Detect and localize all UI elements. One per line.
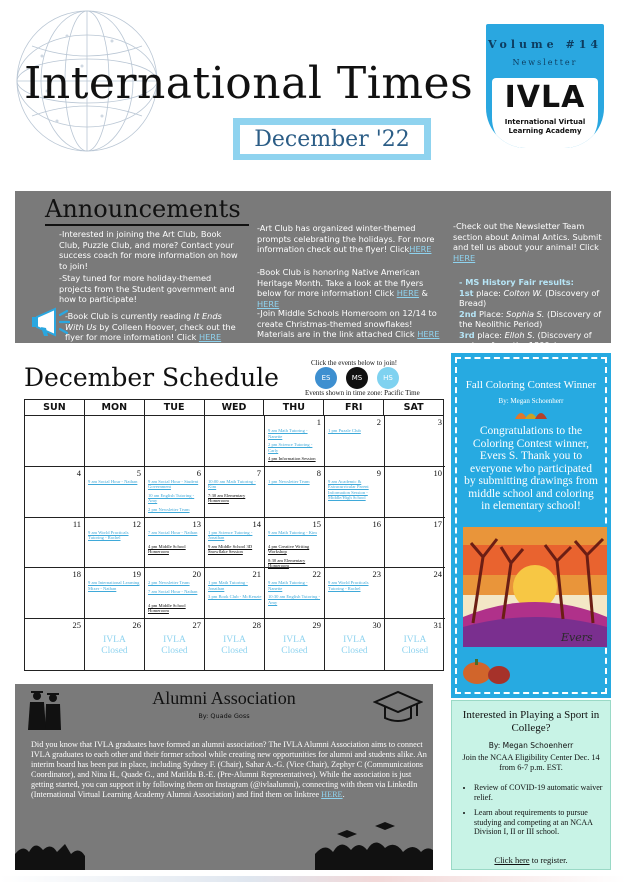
calendar-day-14 <box>205 518 265 569</box>
day-number: 30 <box>372 620 381 631</box>
day-number: 5 <box>136 467 141 478</box>
day-number: 14 <box>252 518 261 529</box>
day-number: 31 <box>433 620 442 631</box>
calendar-day-12 <box>85 518 145 569</box>
calendar-cells <box>25 416 443 670</box>
calendar-day-7 <box>205 467 265 518</box>
day-number: 24 <box>433 569 442 580</box>
calendar-event-link[interactable]: 2 pm Newsletter Team <box>148 506 190 512</box>
ms-calendar-button[interactable]: MS <box>346 367 368 389</box>
day-number: 27 <box>192 620 201 631</box>
day-number: 16 <box>372 518 381 529</box>
winning-drawing-image <box>463 527 607 647</box>
weekday-label: WED <box>205 400 265 415</box>
day-number: 12 <box>132 518 141 529</box>
art-club-link[interactable]: HERE <box>409 244 432 254</box>
calendar-event-link[interactable]: 9 am Math Tutoring - Nanette <box>268 428 308 439</box>
announcement-clubs: -Interested in joining the Art Club, Book Club, Puzzle Club, and more? Contact your success coach for more information on how to join! <box>59 229 238 271</box>
heritage-flyer-link-1[interactable]: HERE <box>396 288 419 298</box>
coloring-contest-panel <box>451 353 611 698</box>
day-number: 21 <box>252 569 261 580</box>
calendar-day-20 <box>145 568 205 619</box>
snowflakes-link[interactable]: HERE <box>417 329 440 339</box>
calendar-event-link[interactable]: 8:30 am Elementary Homeroom <box>268 557 306 569</box>
weekday-label: TUE <box>145 400 205 415</box>
announcement-holiday-projects: -Stay tuned for more holiday-themed projects from the Student government and how to participate! <box>59 273 235 304</box>
weekday-label: THU <box>264 400 324 415</box>
day-number: 1 <box>316 417 321 427</box>
calendar-day-1 <box>265 416 325 467</box>
calendar-event-link[interactable]: 10:30 am English Tutoring - Amy <box>268 594 321 605</box>
sport-bullets <box>474 783 604 843</box>
closed-label: IVLA Closed <box>161 635 188 657</box>
bottom-decoration <box>0 876 626 882</box>
heritage-flyer-link-2[interactable]: HERE <box>257 298 280 309</box>
december-calendar <box>15 353 443 678</box>
calendar-event-link[interactable]: 9 am Math Tutoring - Nanette <box>268 580 308 591</box>
calendar-event-link[interactable]: 4 pm Creative Writing Workshop <box>268 543 310 555</box>
announcement-snowflakes: -Join Middle Schools Homeroom on 12/14 to create Christmas-themed snowflakes! Materials are in the link attached Click HERE <box>257 308 440 339</box>
day-number: 29 <box>312 620 321 631</box>
calendar-event-link[interactable]: 4 pm Middle School Homeroom <box>148 543 186 555</box>
day-number: 6 <box>196 467 201 478</box>
calendar-event-link[interactable]: 7 am Social Hour - Nathan <box>148 529 198 535</box>
announcements-panel <box>15 191 611 350</box>
calendar-event-link[interactable]: 1 pm Science Tutoring - Jonathan <box>208 529 253 541</box>
announcement-book-club-heritage: -Book Club is honoring Native American Heritage Month. Take a look at the flyers below for more information! Click HERE & HERE <box>257 267 428 309</box>
calendar-day-9 <box>325 467 385 518</box>
calendar-title: December Schedule <box>24 363 279 392</box>
calendar-click-note: Click the events below to join! <box>311 359 398 367</box>
calendar-day-16 <box>325 518 385 569</box>
animal-antics-link[interactable]: HERE <box>453 252 476 263</box>
calendar-day-4 <box>25 467 85 518</box>
sport-intro: Join the NCAA Eligibility Center Dec. 14 from 6-7 p.m. EST. <box>462 753 600 772</box>
weekday-header <box>25 400 443 416</box>
contest-message: Congratulations to the Coloring Contest winner, Evers S. Thank you to everyone who participated by submitting drawings from middle school and coloring in elementary school! <box>464 425 598 512</box>
es-calendar-button[interactable]: ES <box>315 367 337 389</box>
alumni-byline: By: Quade Goss <box>198 712 250 720</box>
hs-calendar-button[interactable]: HS <box>377 367 399 389</box>
college-sport-panel <box>451 700 611 870</box>
day-number: 10 <box>433 467 442 478</box>
calendar-day-29 <box>265 619 325 670</box>
alumni-body: Did you know that IVLA graduates have formed an alumni association? The IVLA Alumni Association aims to connect IVLA graduates to each other and their former school while creating new opportunities for alumni and students alike. An interim board has been put in place, including Sydney F. (Chair), Sahar A.-G. (Vice Chair), Zephyr C (Communications Coordinator), and Nina H., Quade G., and Matilda B.-E. (Pre-Alumni Representatives). While the association is just getting started, you can support it by following them on Instagram (@ivlaalumni), connecting with them via LinkedIn (International Virtual Learning Academy Alumni Association) and find them on linktree HERE. <box>31 740 427 799</box>
closed-label: IVLA Closed <box>281 635 308 657</box>
linktree-link[interactable]: HERE <box>321 790 343 799</box>
day-number: 19 <box>132 569 141 580</box>
day-number: 28 <box>252 620 261 631</box>
newsletter-label: Newsletter <box>512 58 578 67</box>
calendar-day-21 <box>205 568 265 619</box>
day-number: 26 <box>132 620 141 631</box>
day-number: 15 <box>312 518 321 529</box>
calendar-event-link[interactable]: 2 pm Newsletter Team <box>148 580 190 586</box>
closed-label: IVLA Closed <box>401 635 429 657</box>
calendar-event-link[interactable]: 9 am Social Hour - Nathan <box>88 478 138 484</box>
calendar-day-17 <box>385 518 445 569</box>
history-fair-result-1: 1st place: Colton W. (Discovery of Bread) <box>459 287 600 308</box>
day-number: 13 <box>192 518 201 529</box>
weekday-label: FRI <box>324 400 384 415</box>
sport-register: Click here to register. <box>494 855 568 865</box>
day-number: 17 <box>433 518 442 529</box>
calendar-event-link[interactable]: 4 pm Middle School Homeroom <box>148 602 186 614</box>
closed-label: IVLA Closed <box>341 635 368 657</box>
calendar-event-link[interactable]: 4 pm Information Session <box>268 456 316 461</box>
calendar-day-15 <box>265 518 325 569</box>
alumni-title: Alumni Association <box>152 688 296 708</box>
graduation-crowd-silhouette <box>15 814 433 870</box>
calendar-day-3 <box>385 416 445 467</box>
calendar-empty-cell <box>205 416 265 467</box>
newsletter-title: International Times <box>24 58 474 109</box>
book-club-reading-link[interactable]: HERE <box>198 332 222 342</box>
calendar-event-link[interactable]: 9 am Middle School 3D Snowflake Session <box>208 543 253 555</box>
calendar-event-link[interactable]: 3 pm Book Club - McKenzie <box>208 594 262 600</box>
weekday-label: SUN <box>25 400 85 415</box>
day-number: 9 <box>376 467 381 478</box>
calendar-day-23 <box>325 568 385 619</box>
calendar-day-10 <box>385 467 445 518</box>
announcements-heading: Announcements <box>45 195 249 226</box>
ivla-logo-text: IVLA <box>504 80 586 115</box>
day-number: 8 <box>316 467 321 478</box>
weekday-label: MON <box>85 400 145 415</box>
calendar-day-5 <box>85 467 145 518</box>
calendar-event-link[interactable]: 9 am Academic & Extracurricular Parent Information Session - Middle/High School <box>328 478 369 501</box>
ivla-logo <box>492 78 598 148</box>
calendar-day-24 <box>385 568 445 619</box>
calendar-day-19 <box>85 568 145 619</box>
calendar-event-link[interactable]: 2 pm Science Tutoring - Carly <box>268 442 313 453</box>
issue-date-box <box>233 118 431 160</box>
day-number: 22 <box>312 569 321 580</box>
day-number: 20 <box>192 569 201 580</box>
drawing-signature: Evers <box>561 631 593 644</box>
calendar-timezone-note: Events shown in time zone: Pacific Time <box>305 389 420 397</box>
calendar-day-8 <box>265 467 325 518</box>
calendar-day-26 <box>85 619 145 670</box>
announcement-art-club: -Art Club has organized winter-themed prompts celebrating the holidays. For more information check out the flyer! ClickHERE <box>257 223 435 254</box>
sport-bullet: • Learn about requirements to pursue studying and competing at an NCAA Division I, II or III school. <box>474 808 604 837</box>
calendar-event-link[interactable]: 10 am English Tutoring - Amy <box>148 492 195 504</box>
calendar-day-2 <box>325 416 385 467</box>
calendar-event-link[interactable]: 9 am Math Tutoring - Kim <box>268 529 317 535</box>
calendar-day-28 <box>205 619 265 670</box>
history-fair-title: - MS History Fair results: <box>459 277 574 287</box>
contest-dashed-frame <box>455 357 607 694</box>
ivla-logo-subtitle: International Virtual Learning Academy <box>504 118 586 135</box>
closed-label: IVLA Closed <box>101 635 128 657</box>
calendar-event-link[interactable]: 7:30 am Elementary Homeroom <box>208 492 246 504</box>
day-number: 2 <box>376 417 381 427</box>
announcement-animal-antics: -Check out the Newsletter Team section about Animal Antics. Submit and tell us about your animal! Click HERE <box>453 221 602 263</box>
ivla-badge <box>486 24 604 148</box>
history-fair-results <box>459 277 607 351</box>
calendar-event-link[interactable]: 10:00 am Math Tutoring - Kim <box>208 478 256 490</box>
day-number: 25 <box>72 620 81 631</box>
register-link[interactable]: Click here <box>494 855 530 865</box>
calendar-event-link[interactable]: 9 am International Learning Mixer - Nathan <box>88 580 140 591</box>
calendar-day-30 <box>325 619 385 670</box>
calendar-event-link[interactable]: 9 am World Practicals Tutoring - Rachel <box>88 529 129 541</box>
sport-bullet: • Review of COVID-19 automatic waiver relief. <box>474 783 604 802</box>
day-number: 4 <box>76 467 81 478</box>
calendar-day-13 <box>145 518 205 569</box>
calendar-event-link[interactable]: 7 am Social Hour - Nathan <box>148 588 198 594</box>
announcement-book-club-reading: -Book Club is currently reading It Ends With Us by Colleen Hoover, check out the flyer for more information! Click HERE <box>65 311 236 342</box>
calendar-event-link[interactable]: 9 am World Practicals Tutoring - Rachel <box>328 580 369 591</box>
calendar-day-27 <box>145 619 205 670</box>
day-number: 3 <box>437 417 442 427</box>
calendar-day-31 <box>385 619 445 670</box>
calendar-day-25 <box>25 619 85 670</box>
contest-title: Fall Coloring Contest Winner <box>465 379 597 391</box>
day-number: 7 <box>256 467 261 478</box>
weekday-label: SAT <box>403 402 424 413</box>
calendar-grid <box>24 399 444 671</box>
history-fair-result-3: 3rd place: Elloh S. (Discovery of recipes from the 1800s) <box>459 329 592 350</box>
contest-byline: By: Megan Schoenherr <box>498 397 564 405</box>
calendar-day-22 <box>265 568 325 619</box>
calendar-event-link[interactable]: 1 pm Math Tutoring - Jonathan <box>208 580 248 591</box>
leaves-icon <box>513 407 549 421</box>
issue-date: December '22 <box>240 125 424 154</box>
calendar-day-18 <box>25 568 85 619</box>
volume-label: Volume #14 <box>487 38 603 51</box>
calendar-day-11 <box>25 518 85 569</box>
calendar-event-link[interactable]: 1 pm Puzzle Club <box>328 428 361 433</box>
calendar-day-6 <box>145 467 205 518</box>
closed-label: IVLA Closed <box>221 635 248 657</box>
alumni-association-panel <box>15 684 433 870</box>
day-number: 23 <box>372 569 381 580</box>
day-number: 11 <box>72 518 81 529</box>
calendar-event-link[interactable]: 1 pm Newsletter Team <box>268 478 310 484</box>
sport-title: Interested in Playing a Sport in College? <box>462 709 600 734</box>
pumpkins-icon <box>461 651 513 685</box>
calendar-empty-cell <box>145 416 205 467</box>
calendar-empty-cell <box>85 416 145 467</box>
calendar-event-link[interactable]: 9 am Social Hour - Student Government <box>148 478 199 490</box>
calendar-empty-cell <box>25 416 85 467</box>
history-fair-result-2: 2nd Place: Sophia S. (Discovery of the Neolithic Period) <box>459 308 602 329</box>
day-number: 18 <box>72 569 81 580</box>
sport-byline: By: Megan Schoenherr <box>488 741 574 750</box>
